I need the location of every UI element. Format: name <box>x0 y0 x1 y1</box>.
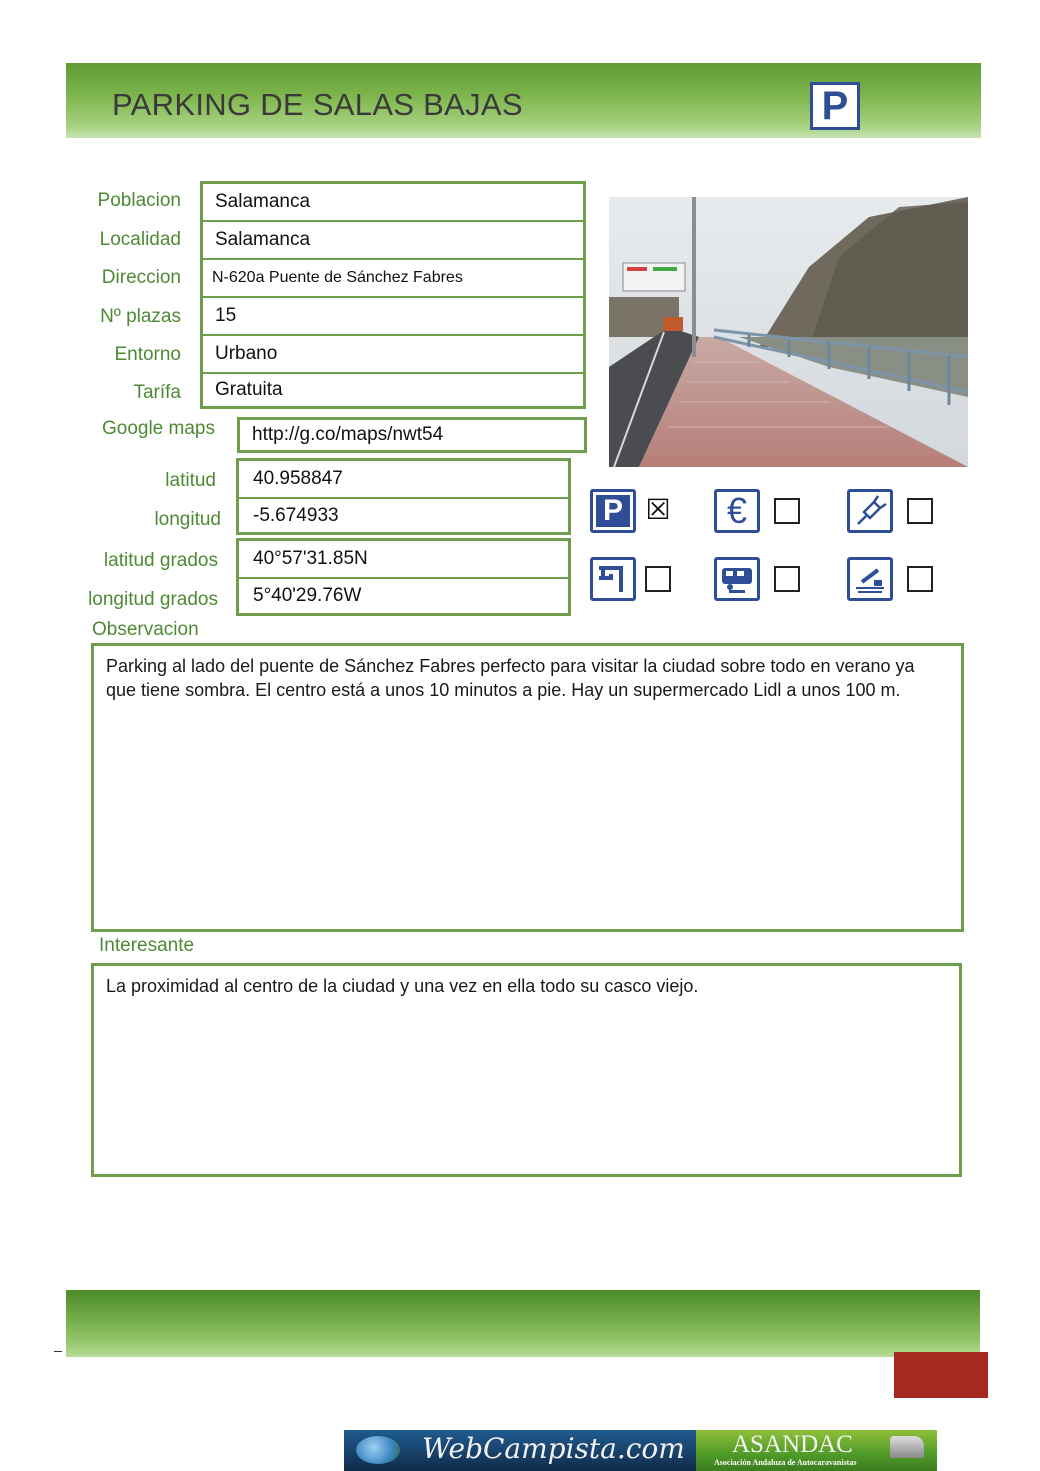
latitud-field <box>239 461 568 499</box>
parking-icon <box>590 489 636 533</box>
asandac-subtitle: Asociación Andaluza de Autocaravanistas <box>714 1458 857 1467</box>
interesante-text: La proximidad al centro de la ciudad y una vez en ella todo su casco viejo. <box>106 976 699 996</box>
longitud-grados-field <box>239 579 568 613</box>
parking-letter: P <box>596 495 630 527</box>
webcampista-logo[interactable] <box>344 1430 696 1471</box>
google-maps-link[interactable]: http://g.co/maps/nwt54 <box>252 424 444 445</box>
decimal-coords-table <box>236 458 571 535</box>
longitud-grados-label: longitud grados <box>88 589 218 610</box>
latitud-grados-value: 40°57'31.85N <box>253 548 368 569</box>
waste-dump-icon <box>847 557 893 601</box>
caravan-checkbox[interactable] <box>774 566 800 592</box>
interesante-label: Interesante <box>99 935 195 956</box>
direccion-value: N-620a Puente de Sánchez Fabres <box>212 269 463 286</box>
caravan-icon <box>717 560 757 598</box>
poblacion-field <box>203 184 583 222</box>
water-tap-icon <box>590 557 636 601</box>
latitud-value: 40.958847 <box>253 468 343 489</box>
poblacion-value: Salamanca <box>215 191 311 212</box>
latitud-label: latitud <box>165 470 216 491</box>
tarifa-label: Tarífa <box>133 382 181 403</box>
location-photo <box>609 197 968 467</box>
poblacion-label: Poblacion <box>97 190 181 211</box>
parking-sign-icon: P <box>810 82 860 130</box>
longitud-label: longitud <box>154 509 221 530</box>
dump-icon <box>850 560 890 598</box>
google-maps-label: Google maps <box>101 418 215 439</box>
observacion-box <box>91 643 964 932</box>
electric-checkbox[interactable] <box>907 498 933 524</box>
euro-checkbox[interactable] <box>774 498 800 524</box>
tap-icon <box>593 560 633 598</box>
interesante-box <box>91 963 962 1177</box>
entorno-field <box>203 336 583 374</box>
longitud-value: -5.674933 <box>253 504 339 526</box>
webcampista-text: WebCampista.com <box>422 1432 685 1465</box>
info-table <box>200 181 586 409</box>
motorhome-icon <box>890 1436 924 1458</box>
electric-plug-icon <box>847 489 893 533</box>
page-dash <box>54 1351 62 1352</box>
observacion-label: Observacion <box>92 619 199 640</box>
euro-icon <box>714 489 760 533</box>
latitud-grados-field <box>239 541 568 579</box>
direccion-label: Direccion <box>101 267 181 288</box>
google-maps-field <box>237 417 587 453</box>
entorno-value: Urbano <box>215 343 278 364</box>
water-checkbox[interactable] <box>645 566 671 592</box>
plazas-value: 15 <box>215 305 237 326</box>
localidad-value: Salamanca <box>215 229 311 250</box>
euro-symbol: € <box>726 490 748 531</box>
entorno-label: Entorno <box>114 344 181 365</box>
parking-checkbox[interactable]: ☒ <box>645 494 671 525</box>
longitud-field <box>239 499 568 532</box>
footer-banner <box>66 1290 980 1357</box>
plazas-field <box>203 298 583 336</box>
bridge-photo-illustration <box>609 197 968 467</box>
localidad-field <box>203 222 583 260</box>
dms-coords-table <box>236 538 571 616</box>
tarifa-field <box>203 374 583 406</box>
webcampista-globe-icon <box>356 1436 400 1464</box>
asandac-text: ASANDAC <box>732 1431 853 1458</box>
asandac-logo[interactable] <box>696 1430 937 1471</box>
page-marker <box>894 1352 988 1398</box>
caravan-service-icon <box>714 557 760 601</box>
localidad-label: Localidad <box>99 229 181 250</box>
direccion-field <box>203 260 583 298</box>
plazas-label: Nº plazas <box>100 306 181 327</box>
plug-icon <box>850 492 890 530</box>
latitud-grados-label: latitud grados <box>103 550 218 571</box>
dump-checkbox[interactable] <box>907 566 933 592</box>
observacion-text: Parking al lado del puente de Sánchez Fabres perfecto para visitar la ciudad sobre todo en verano ya que tiene sombra. El centro está a unos 10 minutos a pie. Hay un supermercado Lidl a unos 100 m. <box>106 656 915 700</box>
page-title: PARKING DE SALAS BAJAS <box>112 87 523 122</box>
longitud-grados-value: 5°40'29.76W <box>253 585 362 606</box>
tarifa-value: Gratuita <box>215 379 283 400</box>
